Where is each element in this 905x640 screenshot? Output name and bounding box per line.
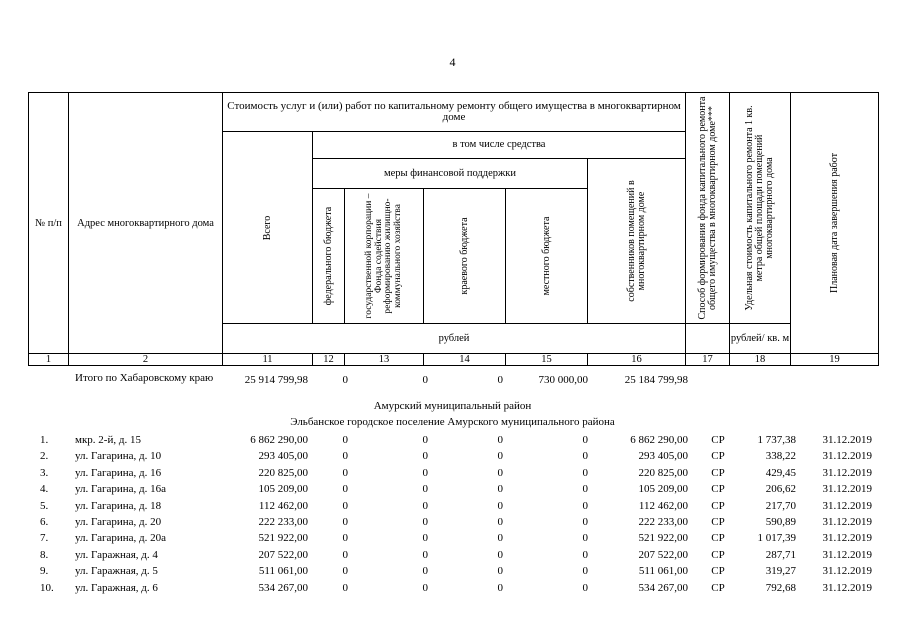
row-owners: 220 825,00 [638, 466, 688, 479]
row-method: СР [711, 483, 725, 496]
settlement-title: Эльбанское городское поселение Амурского муниципального района [290, 416, 615, 428]
row-local: 0 [582, 565, 588, 578]
col-number: 16 [588, 354, 686, 366]
col-number: 19 [791, 354, 879, 366]
row-method: СР [711, 532, 725, 545]
row-method: СР [711, 581, 725, 594]
header-unit-rub-sqm: рублей/ кв. м [730, 324, 791, 354]
row-federal: 0 [342, 466, 348, 479]
row-local: 0 [582, 450, 588, 463]
header-num: № п/п [29, 93, 69, 354]
row-regional: 0 [497, 581, 503, 594]
header-total: Всего [223, 132, 313, 324]
col-number: 13 [345, 354, 424, 366]
col-number: 18 [730, 354, 791, 366]
header-planned-date: Плановая дата завершения работ [791, 93, 879, 354]
table-row [28, 498, 878, 514]
row-owners: 293 405,00 [638, 450, 688, 463]
row-corporation: 0 [422, 434, 428, 446]
header-unit-rub: рублей [223, 324, 686, 354]
row-date: 31.12.2019 [822, 466, 872, 479]
row-local: 0 [582, 483, 588, 496]
row-owners: 112 462,00 [638, 499, 688, 512]
row-date: 31.12.2019 [822, 499, 872, 512]
row-address: ул. Гаражная, д. 4 [75, 548, 158, 561]
row-regional: 0 [497, 532, 503, 545]
header-corporation: государственной корпорации – Фонда содействия реформированию жилищно-коммунального хозяйства [345, 189, 424, 324]
col-number: 2 [69, 354, 223, 366]
row-date: 31.12.2019 [822, 483, 872, 496]
table-row [28, 563, 878, 579]
row-total: 222 233,00 [258, 516, 308, 528]
total-local: 730 000,00 [538, 374, 588, 386]
row-method: СР [711, 450, 725, 463]
row-date: 31.12.2019 [822, 532, 872, 545]
row-federal: 0 [342, 516, 348, 528]
row-number: 9. [40, 565, 49, 578]
row-local: 0 [582, 434, 588, 446]
row-number: 4. [40, 483, 49, 496]
row-method: СР [711, 466, 725, 479]
col-number: 11 [223, 354, 313, 366]
row-method: СР [711, 565, 725, 578]
row-total: 105 209,00 [258, 483, 308, 496]
row-address: ул. Гагарина, д. 18 [75, 499, 162, 512]
column-numbers-row [29, 354, 879, 366]
table-row [28, 448, 878, 464]
header-including: в том числе средства [313, 132, 686, 159]
row-federal: 0 [342, 581, 348, 594]
header-support-measures: меры финансовой поддержки [313, 158, 588, 189]
row-number: 6. [40, 516, 49, 528]
header-specific-cost: Удельная стоимость капитального ремонта 1 кв. метра общей площади помещений многоквартирного дома [730, 93, 791, 324]
row-corporation: 0 [422, 581, 428, 594]
row-number: 10. [40, 581, 54, 594]
row-total: 6 862 290,00 [250, 434, 308, 446]
header-regional: краевого бюджета [424, 189, 506, 324]
row-owners: 6 862 290,00 [630, 434, 688, 446]
row-specific-cost: 792,68 [765, 581, 796, 594]
table-row [28, 514, 878, 530]
row-total: 511 061,00 [258, 565, 308, 578]
row-address: ул. Гагарина, д. 20а [75, 532, 167, 545]
row-method: СР [711, 548, 725, 561]
row-specific-cost: 338,22 [765, 450, 796, 463]
row-federal: 0 [342, 450, 348, 463]
row-regional: 0 [497, 434, 503, 446]
header-owners: собственников помещений в многоквартирном доме [588, 158, 686, 324]
row-owners: 511 061,00 [638, 565, 688, 578]
row-number: 1. [40, 434, 49, 446]
row-date: 31.12.2019 [822, 516, 872, 528]
row-method: СР [711, 499, 725, 512]
total-sum: 25 914 799,98 [244, 374, 308, 386]
row-owners: 222 233,00 [638, 516, 688, 528]
row-number: 7. [40, 532, 49, 545]
row-local: 0 [582, 466, 588, 479]
row-federal: 0 [342, 548, 348, 561]
row-federal: 0 [342, 434, 348, 446]
row-address: ул. Гагарина, д. 20 [75, 516, 162, 528]
row-corporation: 0 [422, 532, 428, 545]
row-address: ул. Гагарина, д. 16а [75, 483, 167, 496]
row-corporation: 0 [422, 516, 428, 528]
row-regional: 0 [497, 466, 503, 479]
table-row [28, 580, 878, 596]
row-specific-cost: 429,45 [765, 466, 796, 479]
col-number: 14 [424, 354, 506, 366]
row-specific-cost: 217,70 [765, 499, 796, 512]
row-specific-cost: 206,62 [765, 483, 796, 496]
total-federal: 0 [342, 374, 348, 386]
header-method-unit [686, 324, 730, 354]
row-owners: 521 922,00 [638, 532, 688, 545]
row-owners: 105 209,00 [638, 483, 688, 496]
header-address: Адрес многоквартирного дома [69, 93, 223, 354]
row-regional: 0 [497, 548, 503, 561]
page-number: 4 [449, 55, 456, 69]
header-federal: федерального бюджета [313, 189, 345, 324]
table-row [28, 481, 878, 497]
row-total: 112 462,00 [258, 499, 308, 512]
row-total: 207 522,00 [258, 548, 308, 561]
col-number: 12 [313, 354, 345, 366]
row-total: 534 267,00 [258, 581, 308, 594]
row-number: 2. [40, 450, 49, 463]
table-row [28, 432, 878, 448]
row-owners: 534 267,00 [638, 581, 688, 594]
row-corporation: 0 [422, 565, 428, 578]
col-number: 17 [686, 354, 730, 366]
header-local: местного бюджета [506, 189, 588, 324]
total-label: Итого по Хабаровскому краю [75, 372, 214, 384]
row-number: 8. [40, 548, 49, 561]
row-address: ул. Гаражная, д. 6 [75, 581, 158, 594]
row-total: 521 922,00 [258, 532, 308, 545]
row-local: 0 [582, 548, 588, 561]
row-local: 0 [582, 499, 588, 512]
row-specific-cost: 1 737,38 [757, 434, 796, 446]
row-regional: 0 [497, 516, 503, 528]
row-corporation: 0 [422, 499, 428, 512]
row-specific-cost: 1 017,39 [757, 532, 796, 545]
row-total: 220 825,00 [258, 466, 308, 479]
row-local: 0 [582, 516, 588, 528]
row-number: 5. [40, 499, 49, 512]
table-row [28, 530, 878, 546]
row-date: 31.12.2019 [822, 581, 872, 594]
row-address: мкр. 2-й, д. 15 [75, 434, 141, 446]
row-date: 31.12.2019 [822, 548, 872, 561]
row-corporation: 0 [422, 466, 428, 479]
row-regional: 0 [497, 565, 503, 578]
row-regional: 0 [497, 483, 503, 496]
row-corporation: 0 [422, 450, 428, 463]
row-address: ул. Гагарина, д. 16 [75, 466, 162, 479]
table-row [28, 547, 878, 563]
row-federal: 0 [342, 483, 348, 496]
table-header [28, 92, 879, 366]
row-specific-cost: 319,27 [765, 565, 796, 578]
row-federal: 0 [342, 499, 348, 512]
row-address: ул. Гагарина, д. 10 [75, 450, 162, 463]
row-federal: 0 [342, 565, 348, 578]
total-row [28, 372, 878, 400]
row-regional: 0 [497, 450, 503, 463]
total-regional: 0 [497, 374, 503, 386]
row-corporation: 0 [422, 548, 428, 561]
row-regional: 0 [497, 499, 503, 512]
col-number: 1 [29, 354, 69, 366]
row-local: 0 [582, 532, 588, 545]
total-owners: 25 184 799,98 [624, 374, 688, 386]
district-title: Амурский муниципальный район [373, 400, 532, 412]
header-cost-group: Стоимость услуг и (или) работ по капитальному ремонту общего имущества в многоквартирном доме [223, 93, 686, 132]
col-number: 15 [506, 354, 588, 366]
row-local: 0 [582, 581, 588, 594]
table-row [28, 465, 878, 481]
row-total: 293 405,00 [258, 450, 308, 463]
row-method: СР [711, 434, 725, 446]
row-number: 3. [40, 466, 49, 479]
total-corporation: 0 [422, 374, 428, 386]
row-address: ул. Гаражная, д. 5 [75, 565, 158, 578]
row-method: СР [711, 516, 725, 528]
header-method: Способ формирования фонда капитального ремонта общего имущества в многоквартирном доме*** [686, 93, 730, 324]
row-date: 31.12.2019 [822, 434, 872, 446]
row-date: 31.12.2019 [822, 565, 872, 578]
row-specific-cost: 590,89 [765, 516, 796, 528]
row-date: 31.12.2019 [822, 450, 872, 463]
row-owners: 207 522,00 [638, 548, 688, 561]
row-corporation: 0 [422, 483, 428, 496]
row-specific-cost: 287,71 [765, 548, 796, 561]
row-federal: 0 [342, 532, 348, 545]
